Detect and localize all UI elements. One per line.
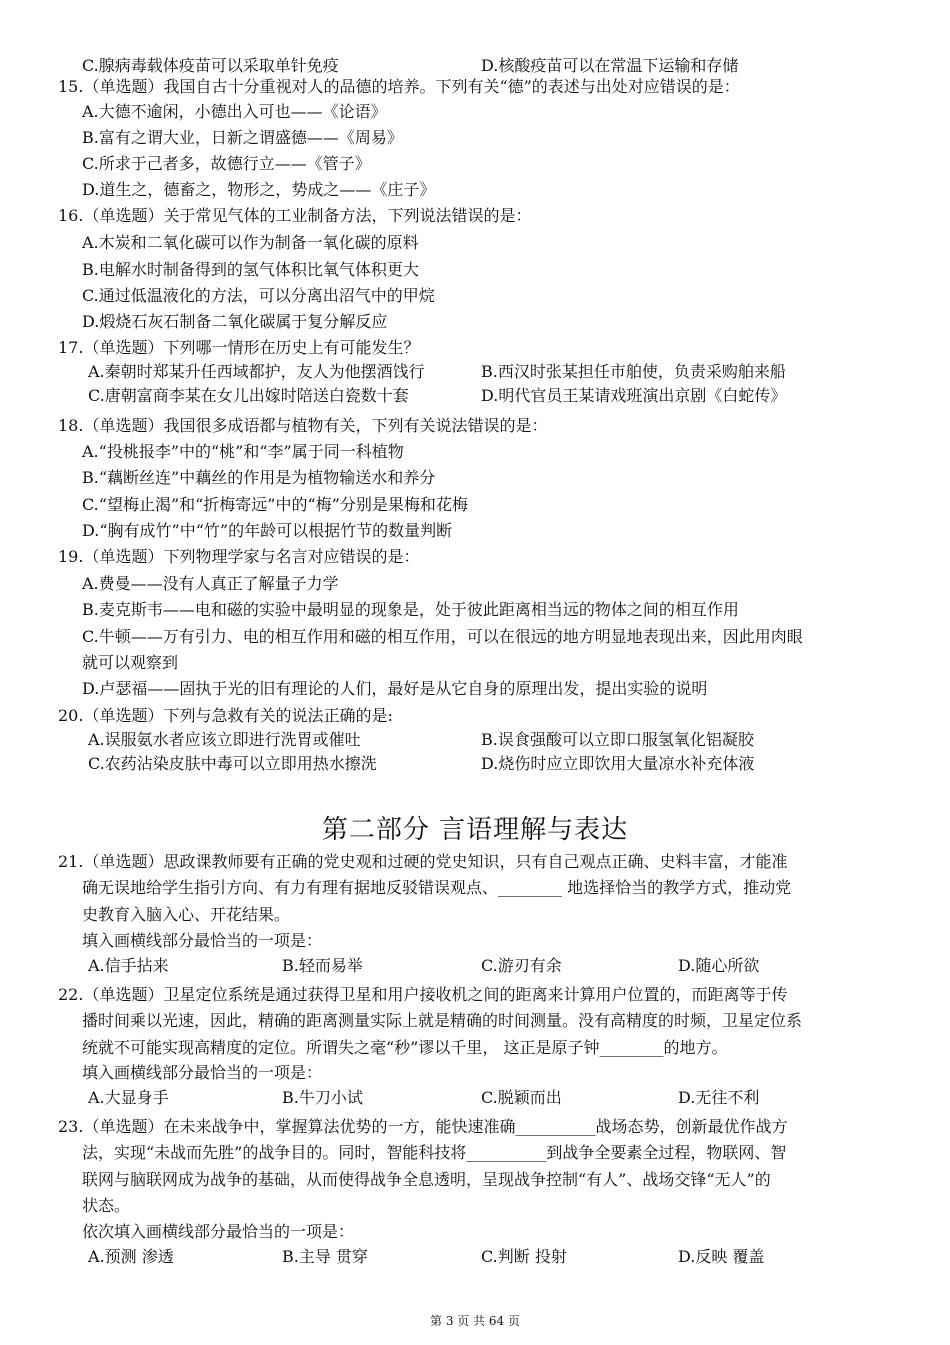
q15-option-c: C.所求于己者多，故德行立——《管子》 xyxy=(82,154,371,173)
q17-option-d: D.明代官员王某请戏班演出京剧《白蛇传》 xyxy=(481,386,787,405)
q21-stem-line-2: 确无误地给学生指引方向、有力有理有据地反驳错误观点、________ 地选择恰当的教学方式，推动党 xyxy=(82,878,792,897)
q22-option-c: C.脱颖而出 xyxy=(481,1088,562,1107)
q23-option-b: B.主导 贯穿 xyxy=(282,1247,368,1266)
q17-option-b: B.西汉时张某担任市舶使，负责采购舶来船 xyxy=(481,362,786,381)
q19-option-c: C.牛顿——万有引力、电的相互作用和磁的相互作用，可以在很远的地方明显地表现出来，因此用肉眼 xyxy=(82,627,803,646)
q18-option-c: C.“望梅止渴”和“折梅寄远”中的“梅”分别是果梅和花梅 xyxy=(82,495,468,514)
q22-option-a: A.大显身手 xyxy=(88,1088,169,1107)
q19-option-d: D.卢瑟福——固执于光的旧有理论的人们，最好是从它自身的原理出发，提出实验的说明 xyxy=(82,679,708,698)
q15-option-a: A.大德不逾闲，小德出入可也——《论语》 xyxy=(82,102,387,121)
q21-stem-line-3: 史教育入脑入心、开花结果。 xyxy=(82,905,291,924)
q21-prompt: 填入画横线部分最恰当的一项是： xyxy=(82,931,323,950)
q21-stem-line-1: 21.（单选题）思政课教师要有正确的党史观和过硬的党史知识，只有自己观点正确、史料丰富，才能准 xyxy=(58,852,788,871)
q20-stem: 20.（单选题）下列与急救有关的说法正确的是: xyxy=(58,706,393,725)
q18-option-d: D.“胸有成竹”中“竹”的年龄可以根据竹节的数量判断 xyxy=(82,521,453,540)
q20-option-c: C.农药沾染皮肤中毒可以立即用热水擦洗 xyxy=(88,754,377,773)
q16-option-d: D.煅烧石灰石制备二氧化碳属于复分解反应 xyxy=(82,312,388,331)
q23-stem-line-2: 法，实现“未战而先胜”的战争目的。同时，智能科技将__________到战争全要素全过程，物联网、智 xyxy=(82,1143,787,1162)
q19-option-c-cont: 就可以观察到 xyxy=(82,653,179,672)
q22-stem-line-3: 统就不可能实现高精度的定位。所谓失之毫“秒”谬以千里， 这正是原子钟________的地方。 xyxy=(82,1038,728,1057)
q18-option-a: A.“投桃报李”中的“桃”和“李”属于同一科植物 xyxy=(82,442,404,461)
q21-option-d: D.随心所欲 xyxy=(678,956,760,975)
q20-option-a: A.误服氨水者应该立即进行洗胃或催吐 xyxy=(88,730,361,749)
q20-option-b: B.误食强酸可以立即口服氢氧化铝凝胶 xyxy=(481,730,754,749)
q16-option-b: B.电解水时制备得到的氢气体积比氧气体积更大 xyxy=(82,260,419,279)
q23-stem-line-4: 状态。 xyxy=(82,1196,131,1215)
q23-stem-line-1: 23.（单选题）在未来战争中，掌握算法优势的一方，能快速准确__________战场态势，创新最优作战方 xyxy=(58,1117,788,1136)
q15-option-b: B.富有之谓大业，日新之谓盛德——《周易》 xyxy=(82,128,403,147)
q22-option-d: D.无往不利 xyxy=(678,1088,760,1107)
q22-option-b: B.牛刀小试 xyxy=(282,1088,363,1107)
q23-option-a: A.预测 渗透 xyxy=(88,1247,174,1266)
q23-option-c: C.判断 投射 xyxy=(481,1247,567,1266)
q19-option-a: A.费曼——没有人真正了解量子力学 xyxy=(82,574,339,593)
q18-option-b: B.“藕断丝连”中藕丝的作用是为植物输送水和养分 xyxy=(82,468,436,487)
q23-prompt: 依次填入画横线部分最恰当的一项是： xyxy=(82,1222,355,1241)
q18-stem: 18.（单选题）我国很多成语都与植物有关，下列有关说法错误的是： xyxy=(58,416,548,435)
q20-option-d: D.烧伤时应立即饮用大量凉水补充体液 xyxy=(481,754,755,773)
q14-option-d: D.核酸疫苗可以在常温下运输和存储 xyxy=(481,56,739,75)
q22-prompt: 填入画横线部分最恰当的一项是： xyxy=(82,1063,323,1082)
q14-option-c: C.腺病毒载体疫苗可以采取单针免疫 xyxy=(82,56,339,75)
q23-stem-line-3: 联网与脑联网成为战争的基础，从而使得战争全息透明，呈现战争控制“有人”、战场交锋“无人”的 xyxy=(82,1170,771,1189)
q21-option-a: A.信手拈来 xyxy=(88,956,169,975)
q16-stem: 16.（单选题）关于常见气体的工业制备方法，下列说法错误的是： xyxy=(58,206,532,225)
page-footer: 第 3 页 共 64 页 xyxy=(430,1314,520,1328)
q19-stem: 19.（单选题）下列物理学家与名言对应错误的是： xyxy=(58,547,420,566)
section-title: 第二部分 言语理解与表达 xyxy=(321,815,629,845)
q17-option-a: A.秦朝时郑某升任西域都护，友人为他摆酒饯行 xyxy=(88,362,425,381)
q21-option-b: B.轻而易举 xyxy=(282,956,363,975)
q21-option-c: C.游刃有余 xyxy=(481,956,562,975)
q17-stem: 17.（单选题）下列哪一情形在历史上有可能发生？ xyxy=(58,338,420,357)
q15-option-d: D.道生之，德畜之，物形之，势成之——《庄子》 xyxy=(82,180,436,199)
q16-option-a: A.木炭和二氧化碳可以作为制备一氧化碳的原料 xyxy=(82,233,419,252)
q15-stem: 15.（单选题）我国自古十分重视对人的品德的培养。下列有关“德”的表述与出处对应错误的是： xyxy=(58,77,740,96)
q23-option-d: D.反映 覆盖 xyxy=(678,1247,765,1266)
q19-option-b: B.麦克斯韦——电和磁的实验中最明显的现象是，处于彼此距离相当远的物体之间的相互作用 xyxy=(82,600,739,619)
q17-option-c: C.唐朝富商李某在女儿出嫁时陪送白瓷数十套 xyxy=(88,386,409,405)
q22-stem-line-2: 播时间乘以光速，因此，精确的距离测量实际上就是精确的时间测量。没有高精度的时频，卫星定位系 xyxy=(82,1011,803,1030)
q16-option-c: C.通过低温液化的方法，可以分离出沼气中的甲烷 xyxy=(82,286,435,305)
q22-stem-line-1: 22.（单选题）卫星定位系统是通过获得卫星和用户接收机之间的距离来计算用户位置的，而距离等于传 xyxy=(58,985,788,1004)
